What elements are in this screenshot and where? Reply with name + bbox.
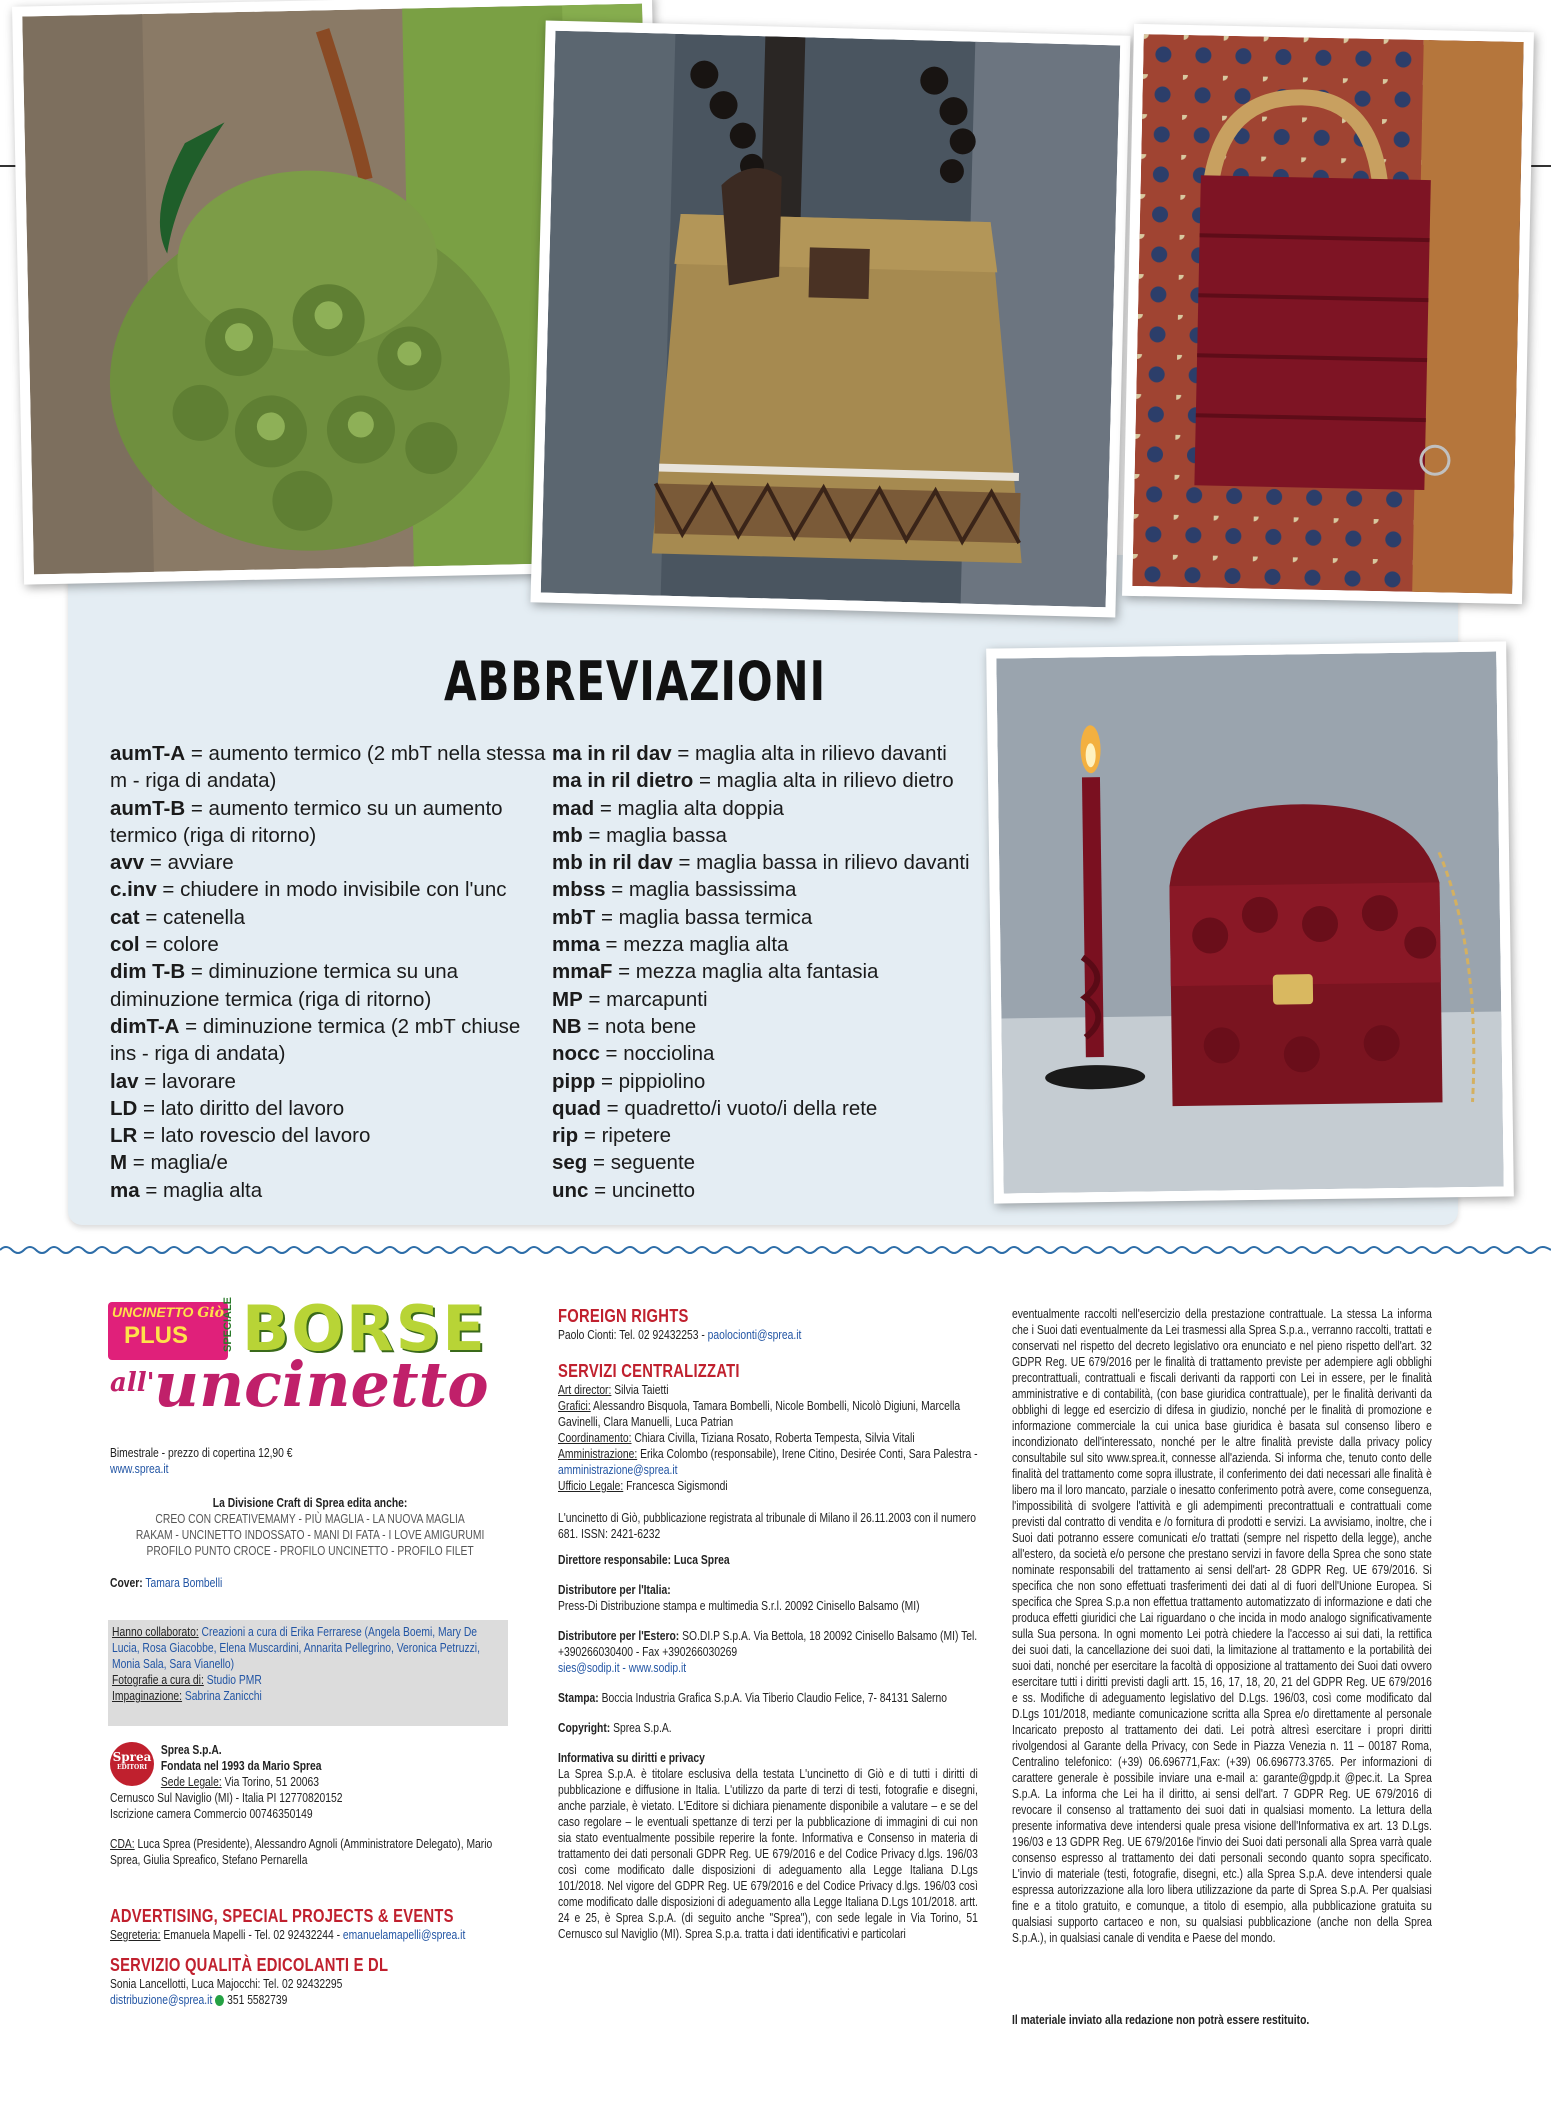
sede-line3: Iscrizione camera Commercio 00746350149 — [110, 1807, 313, 1821]
logo-all: all' — [110, 1368, 155, 1398]
abbr-definition: = nota bene — [581, 1014, 697, 1038]
abbr-term: rip — [552, 1124, 579, 1148]
cover-credit: Cover: Tamara Bombelli — [110, 1576, 223, 1590]
abbr-entry — [110, 931, 550, 958]
abbr-definition: = lato rovescio del lavoro — [137, 1124, 371, 1148]
abbr-term: LD — [110, 1096, 138, 1120]
sede-line2: Cernusco Sul Naviglio (MI) - Italia PI 12770820152 — [110, 1791, 343, 1805]
abbr-entry — [552, 740, 997, 767]
abbr-definition: = aumento termico (2 mbT nella stessa m - riga di andata) — [110, 742, 546, 793]
segreteria-line: Segreteria: Emanuela Mapelli - Tel. 02 92432244 - emanuelamapelli@sprea.it — [110, 1928, 466, 1942]
abbr-entry — [552, 1040, 997, 1067]
foreign-rights-line: Paolo Cionti: Tel. 02 92432253 - paolocionti@sprea.it — [558, 1328, 802, 1342]
sede-legale: Sede Legale: Via Torino, 51 20063 — [160, 1775, 319, 1789]
abbr-term: pipp — [552, 1069, 596, 1093]
abbr-entry — [552, 767, 997, 794]
abbr-definition: = marcapunti — [582, 987, 708, 1011]
photo-credit: Fotografie a cura di: Studio PMR — [112, 1673, 262, 1687]
distributore-italia-heading: Distributore per l'Italia: — [558, 1583, 671, 1597]
distributore-italia: Press-Di Distribuzione stampa e multimedia S.r.l. 20092 Cinisello Balsamo (MI) — [558, 1599, 920, 1613]
abbr-entry — [552, 795, 997, 822]
abbr-definition: = mezza maglia alta — [599, 933, 789, 957]
red-handle-bag-image — [1132, 34, 1523, 594]
abbr-entry — [110, 1122, 550, 1149]
colophon-middle — [558, 1306, 978, 1942]
abbr-definition: = diminuzione termica (2 mbT chiuse ins - riga di andata) — [110, 1014, 521, 1066]
servizi-heading: SERVIZI CENTRALIZZATI — [558, 1361, 740, 1381]
abbr-entry — [110, 849, 550, 876]
art-director: Art director: Silvia Taietti — [558, 1383, 669, 1397]
foreign-email[interactable]: paolocionti@sprea.it — [707, 1328, 802, 1342]
sprea-name: Sprea S.p.A. — [160, 1743, 222, 1757]
division-list-1: CREO CON CREATIVEMAMY - PIÙ MAGLIA - LA NUOVA MAGLIA — [155, 1512, 465, 1526]
whatsapp-icon — [215, 1995, 224, 2006]
abbr-term: mb — [552, 823, 583, 847]
abbr-definition: = maglia alta — [139, 1178, 263, 1202]
abbr-term: ma in ril dietro — [552, 769, 694, 793]
colophon-advertising — [110, 1906, 510, 2008]
abbr-entry — [110, 904, 550, 931]
abbr-term: NB — [552, 1014, 582, 1038]
abbr-definition: = chiudere in modo invisibile con l'unc — [156, 878, 507, 902]
servizio-heading: SERVIZIO QUALITÀ EDICOLANTI E DL — [110, 1955, 389, 1975]
abbr-definition: = uncinetto — [588, 1178, 696, 1202]
division-title: La Divisione Craft di Sprea edita anche: — [212, 1496, 408, 1510]
sprea-logo: Sprea EDITORI — [110, 1742, 154, 1786]
abbr-term: mb in ril dav — [552, 851, 673, 875]
abbr-entry — [552, 904, 997, 931]
logo-uncinetto: uncinetto — [154, 1348, 489, 1421]
photo-red-handle-bag — [1122, 24, 1534, 604]
foreign-rights-heading: FOREIGN RIGHTS — [558, 1306, 689, 1326]
abbr-entry — [110, 740, 550, 795]
abbr-definition: = seguente — [587, 1151, 696, 1175]
abbr-entry — [110, 1013, 550, 1068]
website-link[interactable]: www.sprea.it — [110, 1462, 169, 1476]
logo-speciale: SPECIALE — [222, 1296, 234, 1352]
abbr-term: aumT-B — [110, 796, 186, 820]
abbr-definition: = avviare — [144, 851, 234, 875]
abbr-definition: = quadretto/i vuoto/i della rete — [600, 1096, 878, 1120]
registration: L'uncinetto di Giò, pubblicazione registrata al tribunale di Milano il 26.11.2003 con il numero 681. ISSN: 2421-6232 — [558, 1511, 976, 1541]
price-line: Bimestrale - prezzo di copertina 12,90 € — [110, 1446, 293, 1460]
privacy-text: La Sprea S.p.A. è titolare esclusiva della testata L'uncinetto di Giò e di tutti i diritti di pubblicazione e diffusione in Italia. L'utilizzo da parte di terzi di testi, fotografie e disegni, anche parziale, è vietato. L'Editore si dichiara pienamente disponibile a valutare – e se del caso regolare – le eventuali spettanze di terzi per la pubblicazione di immagini di cui non sia stato eventualmente possibile reperire la fonte. Informativa e Consenso in materia di trattamento dei dati personali GDPR Reg. UE 679/2016 e del Codice Privacy d.lgs. 196/03 così come modificato dalle disposizioni di adeguamento alla Legge Italiana D.Lgs 101/2018. Nel vigore del GDPR Reg. UE 679/2016 e del Codice Privacy d.lgs. 196/03 così come modificato dalle disposizioni di adeguamento alla Legge Italiana D.Lgs 101/2018. artt. 24 e 25, è Sprea S.p.A. (di seguito anche "Sprea"), con sede legale in Via Torino, 51 Cernusco sul Naviglio (MI). Sprea S.p.a. tratta i dati identificativi e particolari — [558, 1767, 978, 1941]
abbreviations-column-2 — [552, 740, 997, 1204]
abbr-term: M — [110, 1151, 128, 1175]
abbr-term: LR — [110, 1124, 138, 1148]
ufficio-legale: Ufficio Legale: Francesca Sigismondi — [558, 1479, 728, 1493]
abbreviations-column-1 — [110, 740, 550, 1204]
logo-plus: PLUS — [124, 1322, 189, 1349]
grafici: Grafici: Alessandro Bisquola, Tamara Bombelli, Nicole Bombelli, Nicolò Digiuni, Marcella Gavinelli, Clara Manuelli, Luca Patrian — [558, 1399, 961, 1429]
abbr-definition: = diminuzione termica su una diminuzione termica (riga di ritorno) — [110, 960, 459, 1011]
amministrazione-email[interactable]: amministrazione@sprea.it — [558, 1463, 678, 1477]
abbr-entry — [552, 958, 997, 985]
abbr-term: dim T-B — [110, 960, 186, 984]
photo-red-chain-bag — [986, 641, 1514, 1203]
abbr-definition: = catenella — [139, 905, 246, 929]
abbr-definition: = lavorare — [138, 1069, 236, 1093]
magazine-logo — [108, 1292, 516, 1424]
abbr-entry — [552, 1068, 997, 1095]
abbr-definition: = maglia bassa termica — [595, 905, 813, 929]
abbr-definition: = aumento termico su un aumento termico (riga di ritorno) — [110, 796, 503, 847]
abbr-definition: = maglia/e — [127, 1151, 228, 1175]
abbr-entry — [552, 876, 997, 903]
colophon-collab — [112, 1624, 508, 1704]
abbr-entry — [110, 1068, 550, 1095]
stampa: Stampa: Boccia Industria Grafica S.p.A. Via Tiberio Claudio Felice, 7- 84131 Salerno — [558, 1691, 947, 1705]
colophon-sprea-inner — [110, 1742, 510, 1868]
abbr-term: nocc — [552, 1042, 600, 1066]
segreteria-email[interactable]: emanuelamapelli@sprea.it — [342, 1928, 466, 1942]
abbr-term: quad — [552, 1096, 601, 1120]
division-list-3: PROFILO PUNTO CROCE - PROFILO UNCINETTO - PROFILO FILET — [146, 1544, 474, 1558]
abbr-definition: = ripetere — [578, 1124, 672, 1148]
abbr-entry — [552, 1177, 997, 1204]
direttore: Direttore responsabile: Luca Sprea — [558, 1553, 730, 1567]
abbr-entry — [552, 1095, 997, 1122]
advertising-heading: ADVERTISING, SPECIAL PROJECTS & EVENTS — [110, 1906, 454, 1926]
abbr-definition: = pippiolino — [595, 1069, 706, 1093]
colophon-right — [1012, 1306, 1432, 1946]
servizio-email[interactable]: distribuzione@sprea.it — [110, 1993, 213, 2007]
abbr-term: cat — [110, 905, 140, 929]
abbr-term: seg — [552, 1151, 588, 1175]
abbr-term: mbss — [552, 878, 606, 902]
abbr-definition: = lato diritto del lavoro — [137, 1096, 345, 1120]
abbr-definition: = maglia alta in rilievo dietro — [693, 769, 954, 793]
abbr-definition: = colore — [139, 933, 219, 957]
division-list-2: RAKAM - UNCINETTO INDOSSATO - MANI DI FATA - I LOVE AMIGURUMI — [135, 1528, 485, 1542]
colophon-sprea — [110, 1742, 510, 1868]
colophon-left — [110, 1445, 510, 1591]
tan-bag-image — [541, 31, 1121, 608]
abbr-definition: = maglia alta doppia — [594, 796, 784, 820]
abbr-entry — [552, 849, 997, 876]
servizio-line1: Sonia Lancellotti, Luca Majocchi: Tel. 02 92432295 — [110, 1977, 343, 1991]
abbr-entry — [110, 1177, 550, 1204]
abbr-entry — [552, 986, 997, 1013]
colophon-right-inner — [1012, 1306, 1432, 1946]
colophon-footer — [1012, 2012, 1432, 2028]
abbreviations-title: ABBREVIAZIONI — [443, 650, 826, 713]
abbr-term: avv — [110, 851, 145, 875]
footer-note: Il materiale inviato alla redazione non potrà essere restituito. — [1012, 2013, 1310, 2027]
abbr-definition: = mezza maglia alta fantasia — [612, 960, 879, 984]
colophon-collab-inner — [112, 1624, 507, 1704]
abbr-term: unc — [552, 1178, 589, 1202]
abbr-entry — [110, 795, 550, 850]
abbr-entry — [552, 1013, 997, 1040]
distributore-estero: Distributore per l'Estero: SO.DI.P S.p.A. Via Bettola, 18 20092 Cinisello Balsamo (MI) Tel. +390266030400 - Fax +390266030269 — [558, 1629, 978, 1659]
servizio-contacts: distribuzione@sprea.it 351 5582739 — [110, 1993, 288, 2007]
abbr-term: MP — [552, 987, 583, 1011]
abbr-entry — [552, 931, 997, 958]
abbr-entry — [110, 958, 550, 1013]
abbr-entry — [110, 1149, 550, 1176]
abbr-entry — [552, 822, 997, 849]
abbr-term: lav — [110, 1069, 139, 1093]
abbr-entry — [552, 1149, 997, 1176]
abbr-entry — [110, 876, 550, 903]
distributore-estero-email[interactable]: sies@sodip.it - www.sodip.it — [558, 1661, 687, 1675]
abbr-definition: = maglia bassa in rilievo davanti — [672, 851, 970, 875]
abbr-term: mbT — [552, 905, 596, 929]
privacy-text-continued: eventualmente raccolti nell'esercizio della prestazione contrattuale. La stessa La informa che i Suoi dati eventualmente da Lei trasmessi alla Sprea S.p.a., verranno raccolti, trattati e conservati nel rispetto del decreto legislativo ora enunciato e nel pieno rispetto dell'art. 32 GDPR Reg. UE 679/2016 per le finalità di trattamento previste per adempiere agli obblighi precontrattuali, contrattuali e fiscali derivanti da rapporti con Lei in essere, per le finalità amministrative e di contabilità, (con base giuridica contrattuale), per le finalità derivanti da obblighi di legge ed esercizio di difesa in giudizio, nonché per le finalità di promozione e informazione commerciale la cui unica base giuridica è basata sul consenso libero e incondizionato dell'interessato, nonché per le altre finalità previste dalla privacy policy consultabile sul sito www.sprea.it, connesse all'azienda. Si informa che, tenuto conto delle finalità del trattamento come sopra illustrate, il conferimento dei dati necessari alle finalità è libero ma il loro mancato, parziale o inesatto conferimento potrà avere, come conseguenza, l'impossibilità di svolgere l'attività e gli adempimenti precontrattuali e contrattuali come previsti dal contratto di vendita e /o fornitura di prodotti e servizi. La avvisiamo, inoltre, che i Suoi dati potranno essere comunicati e/o trattati (sempre nel rispetto della legge), anche all'estero, da società e/o persone che prestano servizi in favore della Sprea che sono state nominate responsabili del trattamento ai sensi dell'art- 28 GDPR Reg. UE 679/2016. Si specifica che non sono effettuati trasferimenti dei dati al di fuori dell'Unione Europea. Si specifica che Sprea S.p.a non effettua trattamento automatizzato di informazione e dati che produca effetti giuridici che Lai riguardano o che incida in modo analogo significativamente sulla Sua persona. In ogni momento Lei potrà chiedere la l'accesso ai sui dati, la rettifica dei suoi dati, la cancellazione dei suoi dati, la limitazione al trattamento e la portabilità dei suoi dati, nonché per esercitare la facoltà di opposizione al trattamento dei Suoi dati ovvero esercitare tutti i diritti previsti dagli artt. 15, 16, 17, 18, 20, 21 del GDPR Reg. UE 679/2016 e ss. Modifiche di adeguamento legislativo del D.Lgs. 196/03, così come modificato dal D.Lgs 101/2018, mediante comunicazione scritta alla Sprea e/o direttamente al personale Incaricato preposto al trattamento dei dati. Lei potrà altresì esercitare i propri diritti rivolgendosi al Garante della Privacy, con Sede in Piazza Venezia n. 11 – 00187 Roma, Centralino telefonico: (+39) 06.696771,Fax: (+39) 06.696773.3765. Per informazioni di carattere generale è possibile inviare una e-mail a: garante@gpdp.it @pec.it. La Sprea S.p.A. La informa che Lei ha il diritto, ai sensi dell'art. 7 GDPR Reg. UE 679/2016 di revocare il consenso al trattamento dei suoi dati in qualsiasi momento. La lettura della presente informativa deve intendersi quale presa visione dell'Informativa ex art. 13 D.Lgs. 196/03 e 13 GDPR Reg. UE 679/2016e l'invio dei Suoi dati personali alla Sprea varrà quale consenso espresso al trattamento dei dati personali secondo quanto sopra specificato. L'invio di materiale (testi, fotografie, disegni, etc.) alla Sprea S.p.A. deve intendersi quale espressa autorizzazione alla loro libera utilizzazione da parte di Sprea S.p.A. Per qualsiasi fine e a titolo gratuito, e comunque, a titolo di esempio, alla pubblicazione gratuita su qualsiasi supporto cartaceo e non, su qualsiasi pubblicazione (anche non della Sprea S.p.A.), in qualsiasi canale di vendita e Paese del mondo. — [1012, 1307, 1432, 1945]
abbr-entry — [552, 1122, 997, 1149]
logo-line1: UNCINETTO Giò — [112, 1304, 224, 1321]
abbr-definition: = maglia bassissima — [605, 878, 797, 902]
abbr-definition: = nocciolina — [599, 1042, 715, 1066]
red-chain-bag-image — [996, 652, 1503, 1194]
layout-credit: Impaginazione: Sabrina Zanicchi — [112, 1689, 262, 1703]
colophon-left-inner — [110, 1445, 510, 1591]
abbr-entry — [110, 1095, 550, 1122]
abbr-term: mma — [552, 933, 600, 957]
wave-divider — [0, 1242, 1551, 1258]
amministrazione: Amministrazione: Erika Colombo (responsabile), Irene Citino, Desirée Conti, Sara Palestra - amministrazione@sprea.it — [558, 1447, 978, 1477]
abbr-term: c.inv — [110, 878, 157, 902]
logo-borse: BORSE — [242, 1292, 487, 1365]
collab-credit: Hanno collaborato: Creazioni a cura di Erika Ferrarese (Angela Boemi, Mary De Lucia, Rosa Giacobbe, Elena Muscardini, Annarita Pellegrino, Veronica Petruzzi, Monia Sala, Sara Vianello) — [112, 1625, 480, 1671]
abbr-term: mad — [552, 796, 595, 820]
sprea-founded: Fondata nel 1993 da Mario Sprea — [160, 1759, 322, 1773]
abbr-term: aumT-A — [110, 742, 186, 765]
abbr-term: ma in ril dav — [552, 742, 672, 765]
abbr-term: mmaF — [552, 960, 613, 984]
abbr-term: col — [110, 933, 140, 957]
privacy-heading: Informativa su diritti e privacy — [558, 1751, 705, 1765]
abbr-definition: = maglia bassa — [582, 823, 727, 847]
photo-tan-bag — [530, 20, 1130, 617]
copyright: Copyright: Sprea S.p.A. — [558, 1721, 672, 1735]
abbr-definition: = maglia alta in rilievo davanti — [671, 742, 947, 765]
abbr-term: dimT-A — [110, 1014, 180, 1038]
colophon-middle-inner — [558, 1306, 978, 1942]
coordinamento: Coordinamento: Chiara Civilla, Tiziana Rosato, Roberta Tempesta, Silvia Vitali — [558, 1431, 915, 1445]
cda-credit: CDA: Luca Sprea (Presidente), Alessandro Agnoli (Amministratore Delegato), Mario Sprea, Giulia Spreafico, Stefano Pernarella — [110, 1837, 493, 1867]
abbr-term: ma — [110, 1178, 140, 1202]
